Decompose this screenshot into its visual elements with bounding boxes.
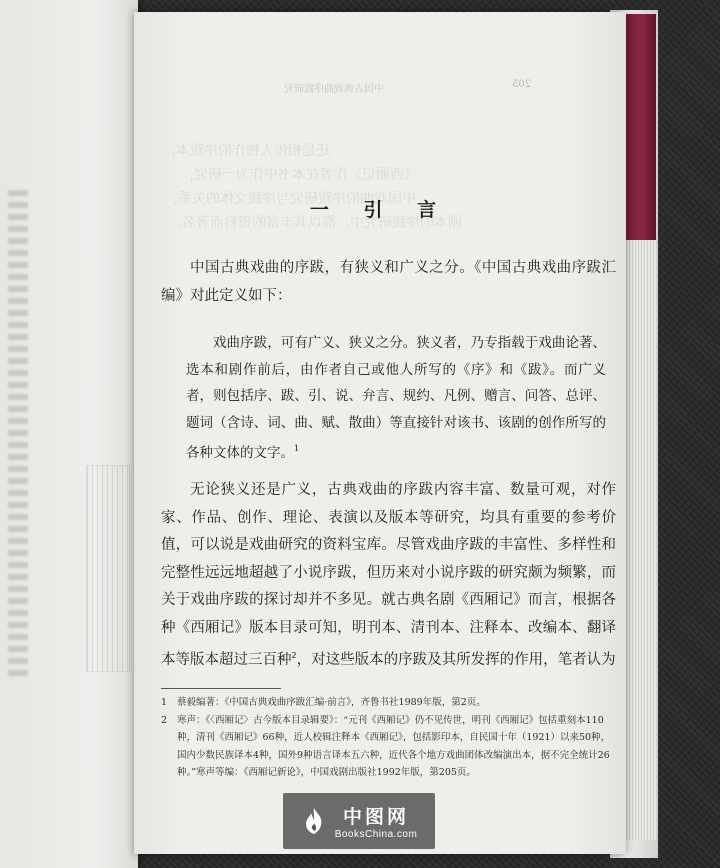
section-heading: 一 引 言 [309, 199, 451, 221]
footnote-number: 2 [161, 714, 168, 726]
watermark-text [335, 802, 418, 840]
footnote-number: 1 [161, 697, 168, 708]
footnote [161, 712, 611, 782]
body-paragraph-text-cont: ，对这些版本的序跋及其所发挥的作用，笔者认为 [296, 652, 616, 668]
facing-page-left [0, 0, 138, 868]
flame-logo-icon [301, 806, 327, 836]
footnote-divider [161, 688, 281, 689]
block-quote [186, 330, 606, 467]
facing-page-ghost-text [8, 190, 28, 680]
footnote-ref: 1 [294, 444, 300, 453]
watermark-cn: 中图网 [342, 806, 409, 828]
footnote-text: 寒声：《〈西厢记〉古今版本目录辑要》：“元刊《西厢记》仍不见传世，明刊《西厢记》包括重刻本110种，清刊《西厢记》66种，近人校辑注释本《西厢记》，包括影印本，自民国十年（1921）以来50种，国内少数民族译本4种，国外9种语言译本五六种，近代各个地方戏曲团体改编演出本，据不完全统计26种。”寒声等编：《西厢记新论》，中国戏剧出版社1992年版，第205页。 [177, 714, 611, 778]
intro-paragraph: 中国古典戏曲的序跋，有狭义和广义之分。《中国古典戏曲序跋汇编》对此定义如下： [161, 260, 616, 304]
watermark-en: BooksChina.com [334, 829, 418, 840]
footnote-ref: 2 [291, 651, 297, 660]
bleed-through-page-number: 205 [512, 79, 532, 90]
book-cover-edge [622, 14, 656, 244]
body-paragraph [161, 477, 616, 675]
bleed-through-header: 中国古典戏曲序跋研究 [284, 84, 384, 95]
watermark [283, 793, 435, 849]
bleed-through-line: 还是相传人物作的序跋本， [162, 143, 330, 159]
footnote [161, 694, 611, 712]
facing-page-ghost-illustration [86, 465, 130, 672]
bleed-through-line: 《西厢记》作者在本书中作为一研究， [180, 167, 418, 183]
bleed-through-line: 中国戏曲的序跋研究与序跋文体的关系， [164, 191, 416, 207]
body-paragraph-text: 无论狭义还是广义，古典戏曲的序跋内容丰富、数量可观，对作家、作品、创作、理论、表演以及版本等研究，均具有重要的参考价值，可以说是戏曲研究的资料宝库。尽管戏曲序跋的丰富性、多样性和完整性远远地超越了小说序跋，但历来对小说序跋的研究颇为频繁，而关于戏曲序跋的探讨却并不多见。就古典名剧《西厢记》而言，根据各种《西厢记》版本目录可知，明刊本、清刊本、注释本、改编本、翻译本等版本超过三百种 [161, 482, 616, 668]
footnotes [161, 694, 611, 782]
bleed-through-line: 剧本的序跋研究中，都以其丰富的资料而著名。 [168, 215, 462, 231]
block-quote-text: 戏曲序跋，可有广义、狭义之分。狭义者，乃专指载于戏曲论著、选本和剧作前后，由作者自己或他人所写的《序》和《跋》。而广义者，则包括序、跋、引、说、弁言、规约、凡例、赠言、问答、总评、题词（含诗、词、曲、赋、散曲）等直接针对该书、该剧的创作所写的各种文体的文字。 [186, 335, 606, 461]
footnote-text: 蔡毅编著：《中国古典戏曲序跋汇编·前言》，齐鲁书社1989年版，第2页。 [177, 697, 486, 708]
book-page [134, 12, 626, 854]
